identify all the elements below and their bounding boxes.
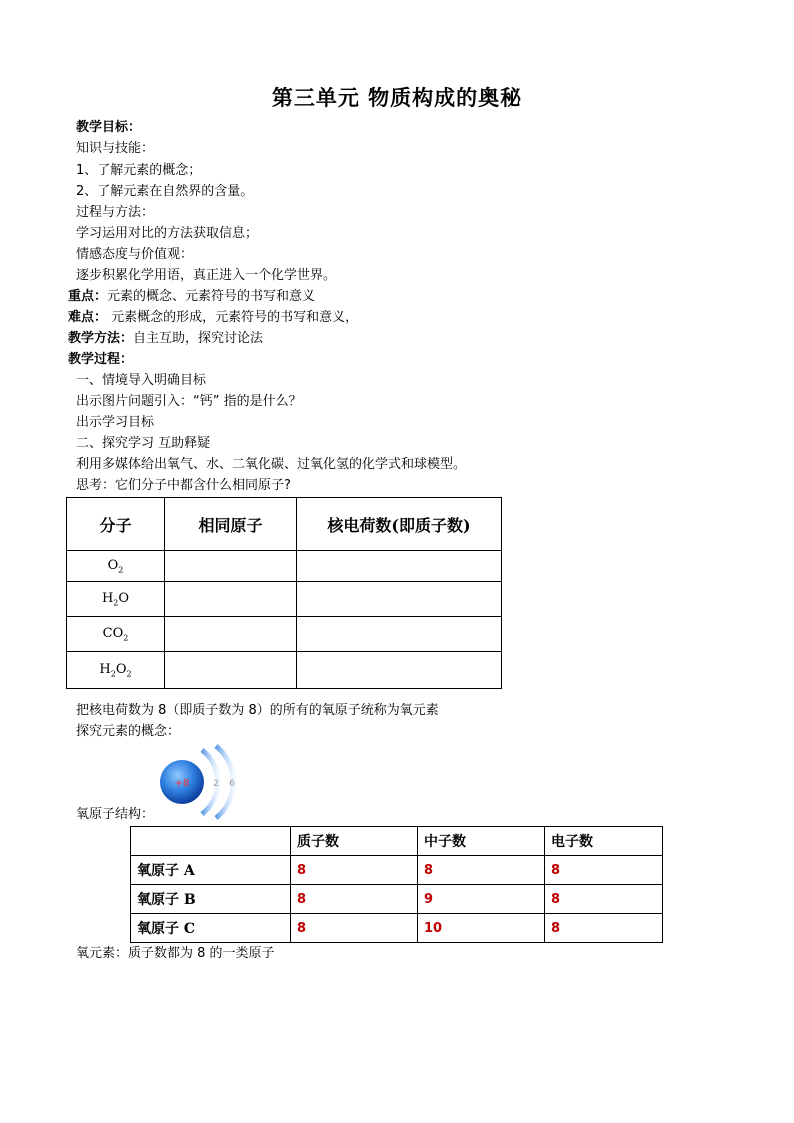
- proton-count: 8: [291, 856, 418, 885]
- header-electrons: 电子数: [545, 827, 663, 856]
- proton-count: 8: [291, 914, 418, 943]
- header-blank: [131, 827, 291, 856]
- shell-1-electrons: 2: [213, 779, 219, 789]
- header-protons: 质子数: [291, 827, 418, 856]
- oxygen-atom-diagram: [158, 744, 248, 820]
- neutron-count: 10: [418, 914, 545, 943]
- page-title: 第三单元 物质构成的奥秘: [271, 85, 523, 110]
- oxygen-element-statement: 把核电荷数为 8（即质子数为 8）的所有的氧原子统称为氧元素: [76, 703, 439, 718]
- same-atom-cell[interactable]: [165, 582, 297, 617]
- electron-count: 8: [545, 885, 663, 914]
- proton-count: 8: [291, 885, 418, 914]
- process-step-1a: 出示图片问题引入：“钙” 指的是什么？: [76, 394, 302, 409]
- same-atom-cell[interactable]: [165, 652, 297, 689]
- focus-label: 重点：: [68, 289, 108, 304]
- shell-2-electrons: 6: [229, 779, 235, 789]
- header-nuclear-charge: 核电荷数(即质子数): [297, 498, 502, 551]
- table-header-row: [67, 498, 502, 551]
- header-neutrons: 中子数: [418, 827, 545, 856]
- process-method-heading: 过程与方法：: [76, 205, 155, 220]
- process-step-1b: 出示学习目标: [76, 415, 155, 430]
- difficulty-line: [68, 310, 358, 326]
- process-step-2a: 利用多媒体给出氧气、水、二氧化碳、过氧化氢的化学式和球模型。: [76, 457, 467, 472]
- method-label: 教学方法：: [68, 331, 134, 346]
- focus-line: [68, 289, 315, 305]
- header-same-atom: 相同原子: [165, 498, 297, 551]
- table-row: [131, 885, 663, 914]
- oxygen-atom-table: [130, 826, 663, 943]
- method-line: [68, 331, 263, 347]
- knowledge-item-1: 1、了解元素的概念；: [76, 163, 202, 178]
- molecule-formula: $CO_2$: [67, 617, 165, 652]
- molecule-formula: $H_2O$: [67, 582, 165, 617]
- nuclear-charge-cell[interactable]: [297, 617, 502, 652]
- electron-count: 8: [545, 856, 663, 885]
- same-atom-cell[interactable]: [165, 551, 297, 582]
- nucleus-charge: +8: [174, 778, 190, 789]
- knowledge-item-2: 2、了解元素在自然界的含量。: [76, 184, 254, 199]
- neutron-count: 9: [418, 885, 545, 914]
- atom-structure-label: 氧原子结构：: [76, 807, 155, 822]
- header-molecule: 分子: [67, 498, 165, 551]
- emotion-item: 逐步积累化学用语，真正进入一个化学世界。: [76, 268, 337, 283]
- table-row: [67, 652, 502, 689]
- nuclear-charge-cell[interactable]: [297, 582, 502, 617]
- table-row: [131, 914, 663, 943]
- nuclear-charge-cell[interactable]: [297, 551, 502, 582]
- process-method-item: 学习运用对比的方法获取信息；: [76, 226, 259, 241]
- nuclear-charge-cell[interactable]: [297, 652, 502, 689]
- goals-heading: 教学目标：: [76, 120, 142, 135]
- process-step-1: 一、情境导入明确目标: [76, 373, 207, 388]
- process-step-2b: 思考：它们分子中都含什么相同原子?: [76, 478, 291, 493]
- molecule-table: [66, 497, 502, 689]
- electron-count: 8: [545, 914, 663, 943]
- neutron-count: 8: [418, 856, 545, 885]
- molecule-formula: $H_2O_2$: [67, 652, 165, 689]
- table-row: [67, 617, 502, 652]
- emotion-heading: 情感态度与价值观：: [76, 247, 194, 262]
- process-step-2: 二、探究学习 互助释疑: [76, 436, 211, 451]
- explore-concept: 探究元素的概念：: [76, 724, 181, 739]
- table-row: [67, 582, 502, 617]
- oxygen-element-definition: 氧元素：质子数都为 8 的一类原子: [76, 946, 275, 961]
- focus-text: 元素的概念、元素符号的书写和意义: [107, 289, 316, 304]
- difficulty-label: 难点：: [68, 310, 108, 325]
- atom-name: 氧原子 A: [131, 856, 291, 885]
- method-text: 自主互助，探究讨论法: [133, 331, 264, 346]
- table-row: [131, 856, 663, 885]
- same-atom-cell[interactable]: [165, 617, 297, 652]
- atom-name: 氧原子 C: [131, 914, 291, 943]
- knowledge-heading: 知识与技能：: [76, 141, 155, 156]
- process-heading: 教学过程：: [68, 352, 134, 367]
- difficulty-text: 元素概念的形成，元素符号的书写和意义，: [107, 310, 359, 325]
- atom-name: 氧原子 B: [131, 885, 291, 914]
- table-row: [67, 551, 502, 582]
- table-header-row: [131, 827, 663, 856]
- molecule-formula: $O_2$: [67, 551, 165, 582]
